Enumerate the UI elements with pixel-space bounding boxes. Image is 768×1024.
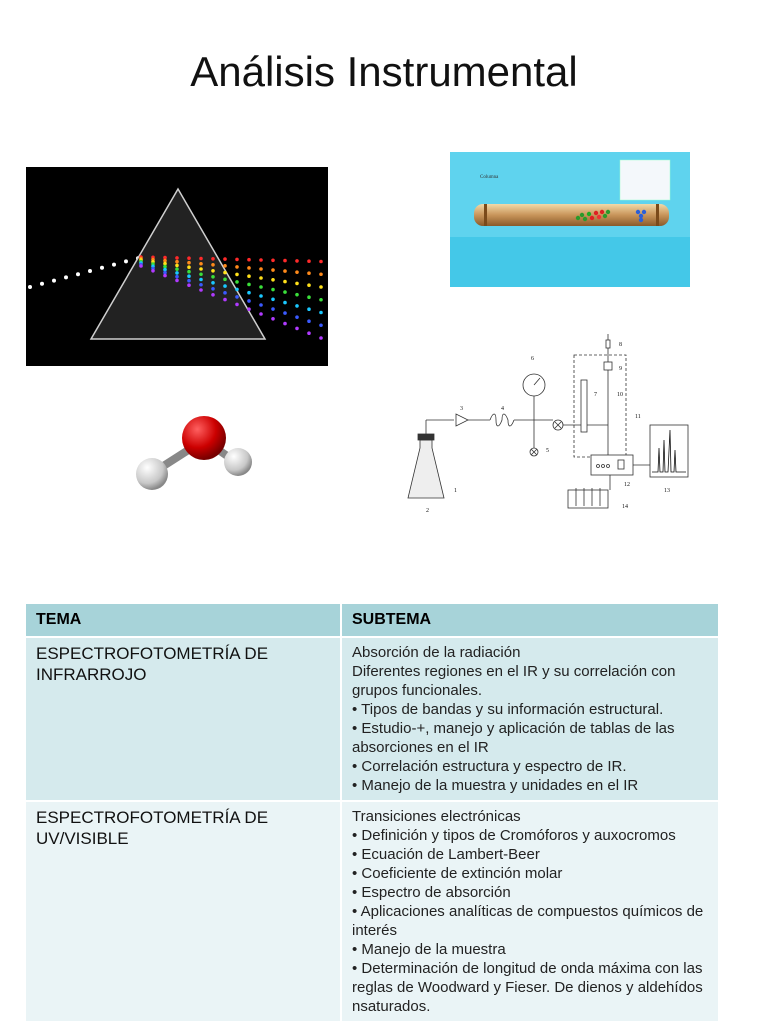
diagram-label: 8	[619, 342, 622, 348]
header-tema: TEMA	[26, 604, 341, 637]
topics-table	[26, 604, 718, 1021]
diagram-label: 14	[622, 504, 628, 510]
diagram-label: 11	[635, 414, 641, 420]
diagram-label: 13	[664, 488, 670, 494]
subtema-line: • Determinación de longitud de onda máxima con las reglas de Woodward y Fieser. De dienos y aldehídos nsaturados.	[352, 960, 703, 1015]
spectrum-dot	[259, 303, 263, 307]
spectrum-dot	[307, 295, 311, 299]
spectrum-dot	[319, 323, 323, 327]
spectrum-dot	[211, 275, 215, 279]
spectrum-dot	[283, 311, 287, 315]
subtema-line: • Aplicaciones analíticas de compuestos químicos de interés	[352, 903, 704, 939]
spectrum-dot	[259, 285, 263, 289]
table-header-row	[26, 604, 718, 637]
diagram-label: 6	[531, 356, 534, 362]
spectrum-dot	[247, 291, 251, 295]
spectrum-dot	[223, 284, 227, 288]
light-dot	[40, 282, 44, 286]
subtema-cell	[341, 801, 718, 1021]
spectrum-dot	[295, 270, 299, 274]
spectrum-dot	[211, 287, 215, 291]
spectrum-dot	[259, 294, 263, 298]
diagram-label: 10	[617, 392, 623, 398]
spectrum-dot	[247, 283, 251, 287]
spectrum-dot	[151, 269, 155, 273]
diagram-label: 7	[594, 392, 597, 398]
spectrum-dot	[319, 298, 323, 302]
spectrum-dot	[271, 278, 275, 282]
spectrum-dot	[139, 264, 143, 268]
chromatography-column-image	[450, 152, 690, 287]
spectrum-dot	[319, 336, 323, 340]
light-dot	[124, 259, 128, 263]
spectrum-dot	[307, 271, 311, 275]
spectrum-dot	[247, 307, 251, 311]
subtema-line: • Correlación estructura y espectro de IR.	[352, 758, 627, 775]
spectrum-dot	[211, 269, 215, 273]
spectrum-dot	[199, 272, 203, 276]
tema-cell: ESPECTROFOTOMETRÍA DE UV/VISIBLE	[26, 801, 341, 1021]
spectrum-dot	[283, 280, 287, 284]
spectrum-dot	[295, 259, 299, 263]
spectrum-dot	[247, 299, 251, 303]
spectrum-dot	[307, 307, 311, 311]
spectrum-dot	[307, 319, 311, 323]
spectrum-dot	[199, 288, 203, 292]
spectrum-dot	[187, 283, 191, 287]
spectrum-dot	[235, 280, 239, 284]
subtema-cell	[341, 637, 718, 801]
spectrum-dot	[247, 266, 251, 270]
page-title: Análisis Instrumental	[190, 48, 578, 95]
gc-label: Columna	[480, 175, 499, 180]
apparatus-diagram	[398, 330, 698, 518]
diagram-label: 2	[426, 508, 429, 514]
spectrum-dot	[211, 281, 215, 285]
spectrum-dot	[235, 258, 239, 262]
subtema-line: Transiciones electrónicas	[352, 808, 521, 825]
light-dot	[76, 272, 80, 276]
spectrum-dot	[199, 278, 203, 282]
water-molecule-image	[130, 412, 260, 502]
spectrum-dot	[223, 264, 227, 268]
spectrum-dot	[271, 288, 275, 292]
spectrum-dot	[319, 260, 323, 264]
spectrum-dot	[259, 258, 263, 262]
spectrum-dot	[319, 272, 323, 276]
spectrum-dot	[187, 261, 191, 265]
spectrum-dot	[295, 293, 299, 297]
spectrum-dot	[271, 268, 275, 272]
subtema-line: • Ecuación de Lambert-Beer	[352, 846, 540, 863]
subtema-line: • Manejo de la muestra	[352, 941, 506, 958]
spectrum-dot	[307, 283, 311, 287]
spectrum-dot	[187, 279, 191, 283]
light-dot	[100, 266, 104, 270]
diagram-label: 4	[501, 406, 504, 412]
spectrum-dot	[283, 322, 287, 326]
subtema-line: • Definición y tipos de Cromóforos y auxocromos	[352, 827, 676, 844]
spectrum-dot	[223, 271, 227, 275]
spectrum-dot	[235, 273, 239, 277]
spectrum-dot	[175, 271, 179, 275]
spectrum-dot	[307, 259, 311, 263]
spectrum-dot	[271, 317, 275, 321]
spectrum-dot	[247, 258, 251, 262]
light-dot	[88, 269, 92, 273]
table-row	[26, 801, 718, 1021]
spectrum-dot	[235, 288, 239, 292]
spectrum-dot	[223, 291, 227, 295]
spectrum-dot	[199, 267, 203, 271]
subtema-line: • Coeficiente de extinción molar	[352, 865, 563, 882]
spectrum-dot	[235, 303, 239, 307]
spectrum-dot	[295, 282, 299, 286]
subtema-line: • Tipos de bandas y su información estructural.	[352, 701, 664, 718]
light-dot	[52, 279, 56, 283]
light-dot	[112, 263, 116, 267]
diagram-label: 3	[460, 406, 463, 412]
prism-image	[26, 167, 328, 366]
spectrum-dot	[211, 263, 215, 267]
diagram-label: 5	[546, 448, 549, 454]
light-dot	[64, 275, 68, 279]
spectrum-dot	[211, 293, 215, 297]
spectrum-dot	[271, 307, 275, 311]
spectrum-dot	[175, 264, 179, 268]
spectrum-dot	[283, 269, 287, 273]
spectrum-dot	[163, 274, 167, 278]
spectrum-dot	[211, 257, 215, 261]
spectrum-dot	[187, 256, 191, 260]
light-dot	[28, 285, 32, 289]
spectrum-dot	[187, 274, 191, 278]
spectrum-dot	[199, 262, 203, 266]
subtema-line: Diferentes regiones en el IR y su correlación con grupos funcionales.	[352, 663, 676, 699]
spectrum-dot	[199, 257, 203, 261]
tema-cell: ESPECTROFOTOMETRÍA DE INFRARROJO	[26, 637, 341, 801]
spectrum-dot	[283, 290, 287, 294]
spectrum-dot	[187, 270, 191, 274]
spectrum-dot	[199, 283, 203, 287]
spectrum-dot	[271, 298, 275, 302]
subtema-line: Absorción de la radiación	[352, 644, 521, 661]
spectrum-dot	[247, 274, 251, 278]
diagram-label: 9	[619, 366, 622, 372]
spectrum-dot	[175, 256, 179, 260]
spectrum-dot	[259, 267, 263, 271]
spectrum-dot	[283, 259, 287, 263]
spectrum-dot	[283, 301, 287, 305]
spectrum-dot	[223, 278, 227, 282]
spectrum-dot	[223, 257, 227, 261]
spectrum-dot	[235, 295, 239, 299]
spectrum-dot	[319, 285, 323, 289]
diagram-label: 12	[624, 482, 630, 488]
subtema-line: • Manejo de la muestra y unidades en el IR	[352, 777, 639, 794]
diagram-label: 1	[454, 488, 457, 494]
subtema-line: • Estudio-+, manejo y aplicación de tablas de las absorciones en el IR	[352, 720, 675, 756]
spectrum-dot	[319, 311, 323, 315]
spectrum-dot	[307, 331, 311, 335]
spectrum-dot	[175, 267, 179, 271]
table-row	[26, 637, 718, 801]
spectrum-dot	[175, 279, 179, 283]
spectrum-dot	[235, 265, 239, 269]
spectrum-dot	[187, 265, 191, 269]
spectrum-dot	[295, 315, 299, 319]
header-subtema: SUBTEMA	[341, 604, 718, 637]
spectrum-dot	[259, 312, 263, 316]
subtema-line: • Espectro de absorción	[352, 884, 511, 901]
spectrum-dot	[295, 327, 299, 331]
spectrum-dot	[295, 304, 299, 308]
spectrum-dot	[259, 276, 263, 280]
spectrum-dot	[175, 275, 179, 279]
spectrum-dot	[271, 259, 275, 263]
spectrum-dot	[175, 260, 179, 264]
spectrum-dot	[223, 298, 227, 302]
